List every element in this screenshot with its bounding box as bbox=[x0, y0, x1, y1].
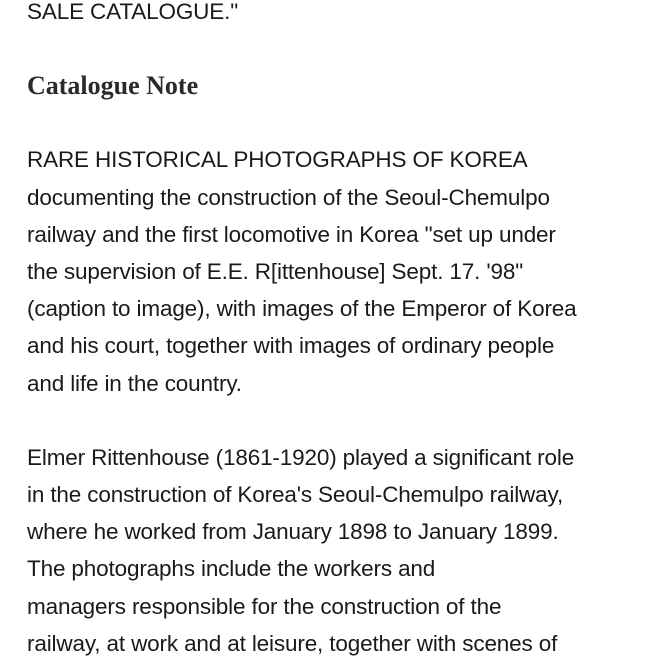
paragraph-line: documenting the construction of the Seoul-Chemulpo bbox=[27, 184, 550, 210]
paragraph-line: Elmer Rittenhouse (1861-1920) played a significant role bbox=[27, 444, 575, 470]
spacer bbox=[27, 104, 652, 141]
paragraph-description bbox=[27, 141, 652, 401]
paragraph-line: where he worked from January 1898 to January 1899. bbox=[27, 519, 559, 545]
paragraph-line: and life in the country. bbox=[27, 370, 242, 396]
paragraph-line: and his court, together with images of ordinary people bbox=[27, 333, 555, 359]
paragraph-line: railway and the first locomotive in Korea "set up under bbox=[27, 221, 556, 247]
section-heading: Catalogue Note bbox=[27, 71, 199, 101]
paragraph-line: RARE HISTORICAL PHOTOGRAPHS OF KOREA bbox=[27, 147, 528, 173]
paragraph-line: railway, at work and at leisure, together with scenes of bbox=[27, 630, 558, 656]
paragraph-line: in the construction of Korea's Seoul-Chemulpo railway, bbox=[27, 482, 564, 508]
previous-text-fragment: SALE CATALOGUE." bbox=[27, 0, 239, 24]
paragraph-line: the supervision of E.E. R[ittenhouse] Sept. 17. '98" bbox=[27, 259, 524, 285]
spacer bbox=[27, 30, 652, 67]
paragraph-line: managers responsible for the construction of the bbox=[27, 593, 502, 619]
catalogue-note-text bbox=[27, 0, 652, 662]
paragraph-biography bbox=[27, 439, 652, 662]
paragraph-line: The photographs include the workers and bbox=[27, 556, 436, 582]
spacer bbox=[27, 402, 652, 439]
paragraph-line: (caption to image), with images of the Emperor of Korea bbox=[27, 296, 577, 322]
